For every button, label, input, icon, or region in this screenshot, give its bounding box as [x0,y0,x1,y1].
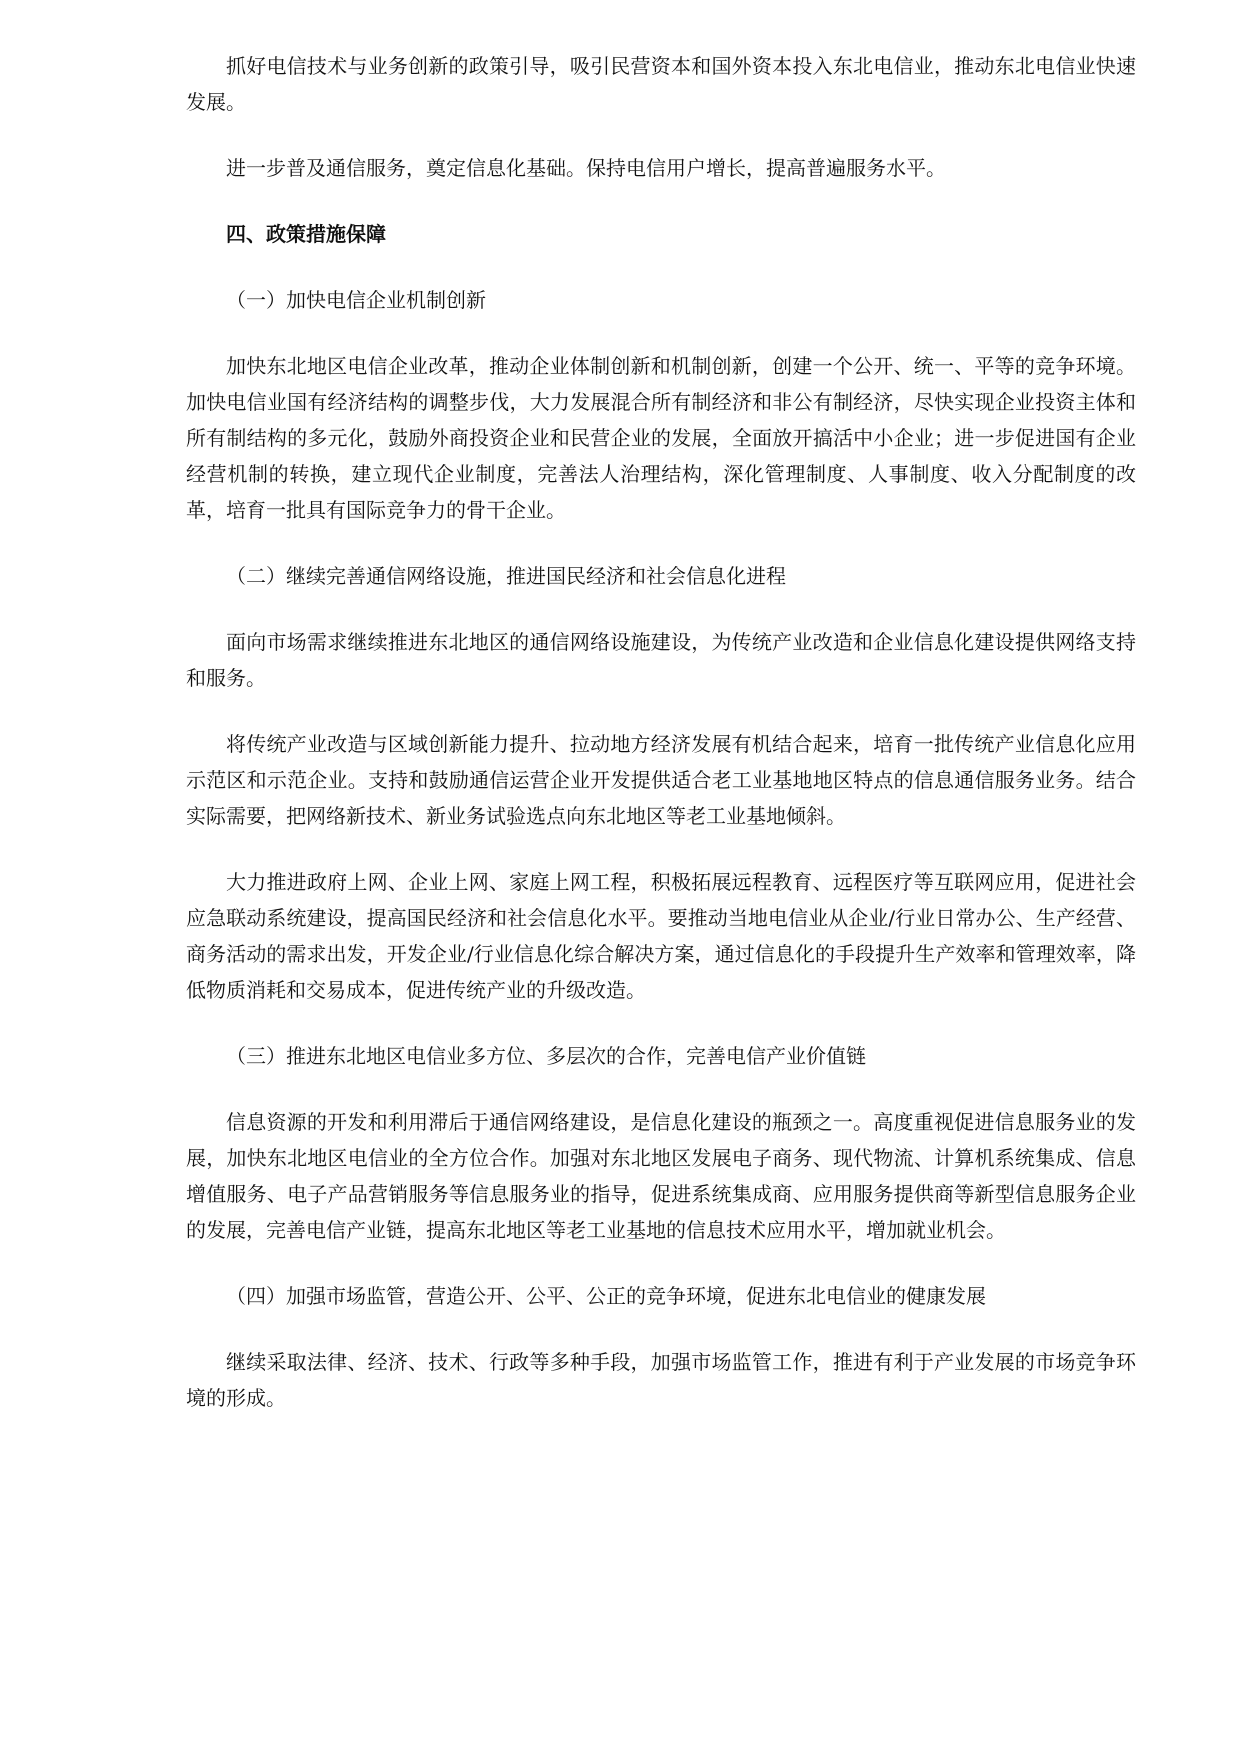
paragraph-industry-transformation: 将传统产业改造与区域创新能力提升、拉动地方经济发展有机结合起来，培育一批传统产业信息化应用示范区和示范企业。支持和鼓励通信运营企业开发提供适合老工业基地地区特点的信息通信服务业务。结合实际需要，把网络新技术、新业务试验选点向东北地区等老工业基地倾斜。 [186,732,1136,828]
paragraph-enterprise-reform: 加快东北地区电信企业改革，推动企业体制创新和机制创新，创建一个公开、统一、平等的竞争环境。加快电信业国有经济结构的调整步伐，大力发展混合所有制经济和非公有制经济，尽快实现企业投资主体和所有制结构的多元化，鼓励外商投资企业和民营企业的发展，全面放开搞活中小企业；进一步促进国有企业经营机制的转换，建立现代企业制度，完善法人治理结构，深化管理制度、人事制度、收入分配制度的改革，培育一批具有国际竞争力的骨干企业。 [186,354,1136,522]
subheading-2: （二）继续完善通信网络设施，推进国民经济和社会信息化进程 [226,564,786,588]
section-heading-policy-measures: 四、政策措施保障 [226,222,386,246]
paragraph-market-supervision: 继续采取法律、经济、技术、行政等多种手段，加强市场监管工作，推进有利于产业发展的市场竞争环境的形成。 [186,1350,1136,1410]
subheading-3: （三）推进东北地区电信业多方位、多层次的合作，完善电信产业价值链 [226,1044,866,1068]
document-page [186,48,1136,1446]
paragraph-network-infrastructure: 面向市场需求继续推进东北地区的通信网络设施建设，为传统产业改造和企业信息化建设提供网络支持和服务。 [186,630,1136,690]
subheading-4: （四）加强市场监管，营造公开、公平、公正的竞争环境，促进东北电信业的健康发展 [226,1284,986,1308]
paragraph-information-services: 信息资源的开发和利用滞后于通信网络建设，是信息化建设的瓶颈之一。高度重视促进信息服务业的发展，加快东北地区电信业的全方位合作。加强对东北地区发展电子商务、现代物流、计算机系统集成、信息增值服务、电子产品营销服务等信息服务业的指导，促进系统集成商、应用服务提供商等新型信息服务企业的发展，完善电信产业链，提高东北地区等老工业基地的信息技术应用水平，增加就业机会。 [186,1110,1136,1242]
paragraph-internet-applications: 大力推进政府上网、企业上网、家庭上网工程，积极拓展远程教育、远程医疗等互联网应用，促进社会应急联动系统建设，提高国民经济和社会信息化水平。要推动当地电信业从企业/行业日常办公、生产经营、商务活动的需求出发，开发企业/行业信息化综合解决方案，通过信息化的手段提升生产效率和管理效率，降低物质消耗和交易成本，促进传统产业的升级改造。 [186,870,1136,1002]
paragraph-universal-service: 进一步普及通信服务，奠定信息化基础。保持电信用户增长，提高普遍服务水平。 [226,156,946,180]
subheading-1: （一）加快电信企业机制创新 [226,288,486,312]
paragraph-telecom-innovation: 抓好电信技术与业务创新的政策引导，吸引民营资本和国外资本投入东北电信业，推动东北电信业快速发展。 [186,54,1136,114]
